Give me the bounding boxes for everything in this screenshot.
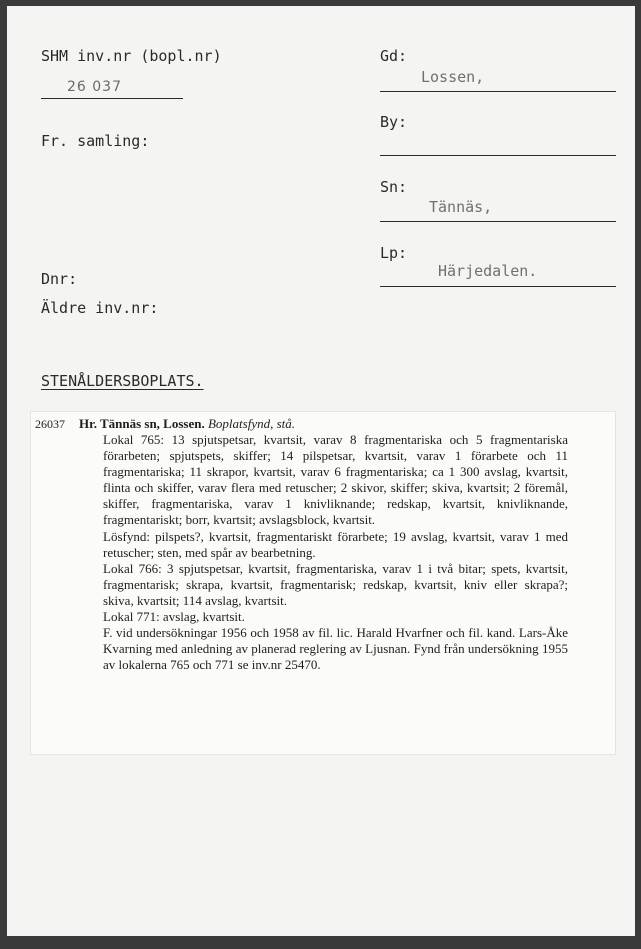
entry-paragraph: F. vid undersökningar 1956 och 1958 av fil. lic. Harald Hvarfner och fil. kand. Lars-Åke Kvarning med anledning av planerad reglering av Ljusnan. Fynd från undersökning 1955 av lokalerna 765 och 771 se inv.nr 25470. [103,625,568,673]
shm-inv-label: SHM inv.nr (bopl.nr) [41,47,222,65]
inv-number: 26 037 [67,79,122,95]
entry-paragraph: Lokal 771: avslag, kvartsit. [103,609,245,625]
catalog-card [7,6,635,936]
aldre-inv-label: Äldre inv.nr: [41,299,159,317]
entry-paragraph: Lokal 765: 13 spjutspetsar, kvartsit, varav 8 fragmentariska och 5 fragmentariska förarbeten; spjutspets, skiffer; 14 pilspetsar, kvartsit, varav 1 förarbete och 11 fragmentariska; 11 skrapor, kvartsit, varav 6 fragmentariska; ca 1 300 avslag, kvartsit, flinta och skiffer, varav flera med retuscher; 2 skivor, skiffer; skiva, kvartsit; 2 föremål, skiffer, fragmentariska, varav 1 knivliknande; redskap, kvartsit, knivliknande, fragmentariskt; borr, kvartsit; avslagsblock, kvartsit. [103,432,568,528]
entry-body [103,432,568,673]
gd-value: Lossen, [421,68,485,86]
entry-paragraph: Lokal 766: 3 spjutspetsar, kvartsit, fragmentariska, varav 1 i två bitar; spets, kvartsit, fragmentarisk; skrapa, kvartsit, fragmentarisk; redskap, kvartsit, kniv eller skrapa?; skiva, kvartsit; 114 avslag, kvartsit. [103,560,568,608]
lp-value: Härjedalen. [438,262,538,280]
by-line [380,155,616,156]
entry-heading [79,416,295,432]
gd-line [380,91,616,92]
inv-number-underline [41,98,183,99]
lp-line [380,286,616,287]
fr-samling-label: Fr. samling: [41,132,150,150]
sn-label: Sn: [380,178,408,196]
dnr-label: Dnr: [41,270,78,288]
entry-heading-type: Boplatsfynd, stå. [207,416,296,431]
lp-label: Lp: [380,244,408,262]
sn-line [380,221,616,222]
sn-value: Tännäs, [429,198,493,216]
entry-heading-place: Hr. Tännäs sn, Lossen. [79,416,205,431]
category-heading: STENÅLDERSBOPLATS. [41,372,204,390]
by-label: By: [380,113,408,131]
entry-number: 26037 [35,417,65,431]
gd-label: Gd: [380,47,408,65]
entry-paragraph: Lösfynd: pilspets?, kvartsit, fragmentariskt förarbete; 19 avslag, kvartsit, varav 1 med retuscher; sten, med spår av bearbetning. [103,528,568,560]
